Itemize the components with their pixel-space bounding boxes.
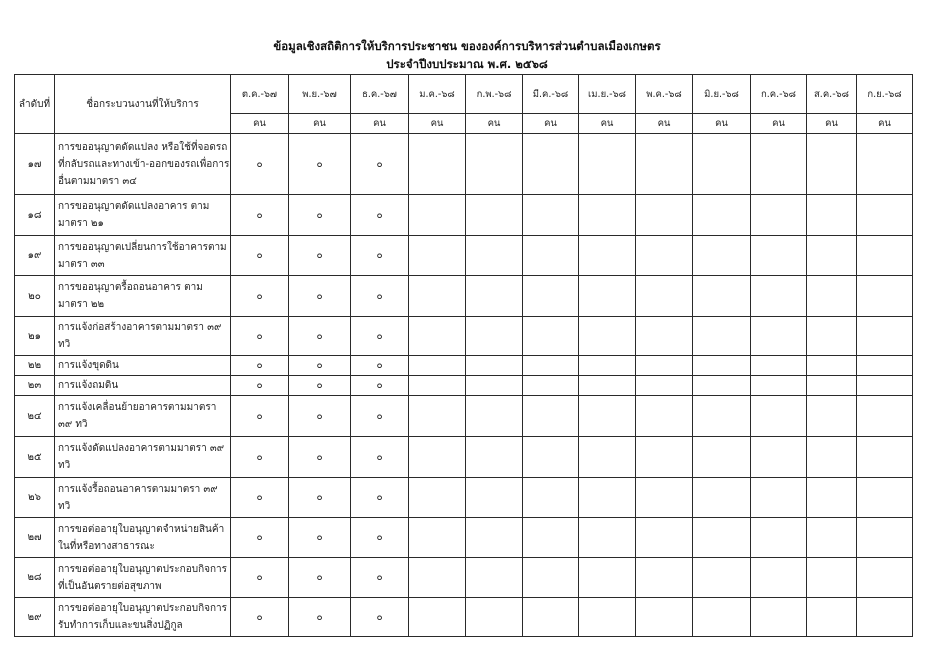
- month-header: ก.พ.-๖๘: [466, 75, 523, 114]
- month-value: [693, 437, 751, 478]
- table-row: [15, 276, 913, 317]
- month-value: [409, 317, 466, 356]
- month-value: [807, 478, 857, 518]
- month-value: [466, 437, 523, 478]
- unit-header: คน: [857, 114, 913, 134]
- month-value: [807, 376, 857, 396]
- month-value: [579, 236, 636, 276]
- month-value: [857, 195, 913, 236]
- month-header: ส.ค.-๖๘: [807, 75, 857, 114]
- table-row: [15, 236, 913, 276]
- month-value: [751, 598, 807, 637]
- month-value: [693, 276, 751, 317]
- month-value: [579, 518, 636, 558]
- month-value: ๐: [351, 437, 409, 478]
- month-header: ม.ค.-๖๘: [409, 75, 466, 114]
- month-value: ๐: [351, 598, 409, 637]
- month-value: [807, 396, 857, 437]
- unit-header: คน: [751, 114, 807, 134]
- month-header: เม.ย.-๖๘: [579, 75, 636, 114]
- row-index: ๒๓: [15, 376, 55, 396]
- month-value: [636, 195, 693, 236]
- unit-header: คน: [466, 114, 523, 134]
- month-value: [807, 236, 857, 276]
- month-value: [579, 134, 636, 195]
- month-value: [523, 317, 579, 356]
- month-value: [409, 195, 466, 236]
- month-value: [636, 376, 693, 396]
- month-value: ๐: [231, 396, 289, 437]
- month-value: [466, 478, 523, 518]
- month-value: ๐: [231, 376, 289, 396]
- index-header: ลำดับที่: [15, 75, 55, 134]
- month-value: [807, 276, 857, 317]
- row-index: ๒๔: [15, 396, 55, 437]
- month-value: ๐: [231, 558, 289, 598]
- month-value: [751, 518, 807, 558]
- table-row: [15, 518, 913, 558]
- month-value: [409, 396, 466, 437]
- month-value: ๐: [231, 437, 289, 478]
- month-value: [751, 356, 807, 376]
- statistics-table: [14, 74, 913, 637]
- header-row: [15, 75, 913, 114]
- unit-header: คน: [289, 114, 351, 134]
- month-value: [636, 598, 693, 637]
- month-value: [857, 134, 913, 195]
- month-value: ๐: [231, 356, 289, 376]
- month-value: ๐: [289, 276, 351, 317]
- row-index: ๑๘: [15, 195, 55, 236]
- month-value: [636, 478, 693, 518]
- month-value: [693, 518, 751, 558]
- month-value: ๐: [289, 558, 351, 598]
- table-row: [15, 134, 913, 195]
- month-value: ๐: [351, 376, 409, 396]
- month-header: ก.ค.-๖๘: [751, 75, 807, 114]
- month-value: [579, 437, 636, 478]
- month-value: ๐: [351, 558, 409, 598]
- row-index: ๒๐: [15, 276, 55, 317]
- service-name: การแจ้งก่อสร้างอาคารตามมาตรา ๓๙ ทวิ: [55, 317, 231, 356]
- month-value: ๐: [231, 598, 289, 637]
- service-name: การแจ้งเคลื่อนย้ายอาคารตามมาตรา ๓๙ ทวิ: [55, 396, 231, 437]
- month-value: ๐: [351, 276, 409, 317]
- document-subtitle: ประจำปีงบประมาณ พ.ศ. ๒๕๖๘: [386, 57, 548, 71]
- service-name: การขออนุญาตดัดแปลงอาคาร ตามมาตรา ๒๑: [55, 195, 231, 236]
- month-value: ๐: [231, 518, 289, 558]
- service-name: การขอต่ออายุใบอนุญาตประกอบกิจการที่เป็นอันตรายต่อสุขภาพ: [55, 558, 231, 598]
- month-value: [579, 598, 636, 637]
- month-header: พ.ย.-๖๗: [289, 75, 351, 114]
- month-value: [857, 376, 913, 396]
- month-value: [523, 396, 579, 437]
- service-name: การขอต่ออายุใบอนุญาตประกอบกิจการรับทำการเก็บและขนสิ่งปฏิกูล: [55, 598, 231, 637]
- month-header: ต.ค.-๖๗: [231, 75, 289, 114]
- month-value: [857, 558, 913, 598]
- month-value: [523, 598, 579, 637]
- month-value: ๐: [351, 478, 409, 518]
- month-value: [579, 276, 636, 317]
- month-value: [579, 558, 636, 598]
- row-index: ๒๘: [15, 558, 55, 598]
- month-value: [409, 598, 466, 637]
- name-header: ชื่อกระบวนงานที่ให้บริการ: [55, 75, 231, 134]
- month-value: ๐: [231, 195, 289, 236]
- month-value: [636, 236, 693, 276]
- month-value: [857, 396, 913, 437]
- month-value: [409, 518, 466, 558]
- table-row: [15, 396, 913, 437]
- unit-header: คน: [807, 114, 857, 134]
- month-value: [857, 236, 913, 276]
- row-index: ๒๖: [15, 478, 55, 518]
- month-value: [857, 518, 913, 558]
- month-value: [409, 134, 466, 195]
- month-value: ๐: [231, 478, 289, 518]
- month-value: ๐: [231, 134, 289, 195]
- month-value: ๐: [289, 134, 351, 195]
- unit-header: คน: [351, 114, 409, 134]
- month-value: [807, 558, 857, 598]
- month-value: [466, 134, 523, 195]
- table-row: [15, 478, 913, 518]
- month-value: ๐: [231, 236, 289, 276]
- month-value: [523, 376, 579, 396]
- month-value: [636, 558, 693, 598]
- month-value: [751, 134, 807, 195]
- month-value: ๐: [289, 236, 351, 276]
- month-header: ก.ย.-๖๘: [857, 75, 913, 114]
- month-value: ๐: [289, 396, 351, 437]
- month-value: [523, 134, 579, 195]
- month-value: [636, 437, 693, 478]
- month-value: [693, 356, 751, 376]
- document-title: ข้อมูลเชิงสถิติการให้บริการประชาชน ขององค์การบริหารส่วนตำบลเมืองเกษตร: [273, 39, 661, 53]
- row-index: ๑๗: [15, 134, 55, 195]
- month-value: [751, 478, 807, 518]
- month-value: [466, 558, 523, 598]
- month-value: [636, 518, 693, 558]
- month-value: [751, 317, 807, 356]
- month-value: [409, 376, 466, 396]
- month-value: [579, 478, 636, 518]
- month-value: ๐: [289, 195, 351, 236]
- month-value: [807, 356, 857, 376]
- month-value: [636, 276, 693, 317]
- table-row: [15, 376, 913, 396]
- month-value: [579, 317, 636, 356]
- month-header: ธ.ค.-๖๗: [351, 75, 409, 114]
- month-value: ๐: [289, 376, 351, 396]
- service-name: การขออนุญาตดัดแปลง หรือใช้ที่จอดรถที่กลับรถและทางเข้า-ออกของรถเพื่อการอื่นตามมาตรา ๓๔: [55, 134, 231, 195]
- month-header: มิ.ย.-๖๘: [693, 75, 751, 114]
- month-value: [636, 134, 693, 195]
- month-value: [466, 598, 523, 637]
- month-value: [523, 478, 579, 518]
- month-value: [693, 317, 751, 356]
- month-value: [579, 376, 636, 396]
- month-value: [807, 317, 857, 356]
- service-name: การแจ้งถมดิน: [55, 376, 231, 396]
- month-value: [751, 558, 807, 598]
- month-value: [466, 236, 523, 276]
- month-value: [807, 598, 857, 637]
- row-index: ๑๙: [15, 236, 55, 276]
- month-value: [466, 276, 523, 317]
- month-value: [751, 376, 807, 396]
- month-value: [693, 134, 751, 195]
- month-value: [466, 518, 523, 558]
- service-name: การแจ้งรื้อถอนอาคารตามมาตรา ๓๙ ทวิ: [55, 478, 231, 518]
- table-row: [15, 195, 913, 236]
- month-value: [636, 356, 693, 376]
- table-row: [15, 598, 913, 637]
- month-value: [523, 558, 579, 598]
- month-value: ๐: [351, 518, 409, 558]
- month-value: [857, 598, 913, 637]
- unit-header: คน: [693, 114, 751, 134]
- month-value: [693, 396, 751, 437]
- month-value: [523, 195, 579, 236]
- month-value: ๐: [351, 396, 409, 437]
- month-value: [693, 598, 751, 637]
- table-row: [15, 437, 913, 478]
- month-value: [807, 518, 857, 558]
- unit-header: คน: [409, 114, 466, 134]
- month-value: [409, 276, 466, 317]
- month-value: [807, 437, 857, 478]
- row-index: ๒๑: [15, 317, 55, 356]
- month-value: [466, 195, 523, 236]
- table-row: [15, 558, 913, 598]
- month-value: ๐: [289, 356, 351, 376]
- month-value: [523, 437, 579, 478]
- month-value: [857, 478, 913, 518]
- month-value: ๐: [289, 518, 351, 558]
- unit-header: คน: [636, 114, 693, 134]
- service-name: การขออนุญาตรื้อถอนอาคาร ตามมาตรา ๒๒: [55, 276, 231, 317]
- month-value: [693, 478, 751, 518]
- month-value: [409, 558, 466, 598]
- month-value: ๐: [231, 317, 289, 356]
- unit-header: คน: [579, 114, 636, 134]
- month-value: ๐: [351, 317, 409, 356]
- month-value: ๐: [231, 276, 289, 317]
- month-value: [857, 317, 913, 356]
- month-value: [751, 396, 807, 437]
- unit-header: คน: [523, 114, 579, 134]
- month-value: [579, 356, 636, 376]
- unit-header: คน: [231, 114, 289, 134]
- month-value: ๐: [289, 317, 351, 356]
- table-row: [15, 356, 913, 376]
- month-value: ๐: [351, 134, 409, 195]
- month-value: [523, 518, 579, 558]
- month-value: ๐: [351, 236, 409, 276]
- month-value: [466, 317, 523, 356]
- month-value: [409, 437, 466, 478]
- service-name: การแจ้งดัดแปลงอาคารตามมาตรา ๓๙ ทวิ: [55, 437, 231, 478]
- month-value: ๐: [289, 437, 351, 478]
- month-value: ๐: [351, 195, 409, 236]
- month-value: [409, 236, 466, 276]
- month-value: ๐: [289, 598, 351, 637]
- service-name: การขออนุญาตเปลี่ยนการใช้อาคารตามมาตรา ๓๓: [55, 236, 231, 276]
- month-value: [807, 134, 857, 195]
- month-value: [409, 478, 466, 518]
- month-value: [693, 376, 751, 396]
- month-value: [523, 236, 579, 276]
- month-value: [751, 276, 807, 317]
- month-value: [751, 236, 807, 276]
- month-value: [579, 195, 636, 236]
- month-value: [636, 317, 693, 356]
- month-value: [693, 236, 751, 276]
- row-index: ๒๗: [15, 518, 55, 558]
- service-name: การขอต่ออายุใบอนุญาตจำหน่ายสินค้าในที่หรือทางสาธารณะ: [55, 518, 231, 558]
- month-value: [693, 195, 751, 236]
- month-value: ๐: [289, 478, 351, 518]
- month-value: [579, 396, 636, 437]
- month-value: [857, 437, 913, 478]
- month-value: [857, 276, 913, 317]
- month-value: [523, 276, 579, 317]
- month-value: [466, 376, 523, 396]
- month-value: [466, 396, 523, 437]
- month-value: [693, 558, 751, 598]
- month-value: [466, 356, 523, 376]
- month-header: พ.ค.-๖๘: [636, 75, 693, 114]
- month-value: ๐: [351, 356, 409, 376]
- table-row: [15, 317, 913, 356]
- service-name: การแจ้งขุดดิน: [55, 356, 231, 376]
- row-index: ๒๒: [15, 356, 55, 376]
- row-index: ๒๙: [15, 598, 55, 637]
- month-value: [409, 356, 466, 376]
- month-value: [751, 195, 807, 236]
- month-header: มี.ค.-๖๘: [523, 75, 579, 114]
- month-value: [636, 396, 693, 437]
- month-value: [523, 356, 579, 376]
- row-index: ๒๕: [15, 437, 55, 478]
- month-value: [751, 437, 807, 478]
- month-value: [857, 356, 913, 376]
- month-value: [807, 195, 857, 236]
